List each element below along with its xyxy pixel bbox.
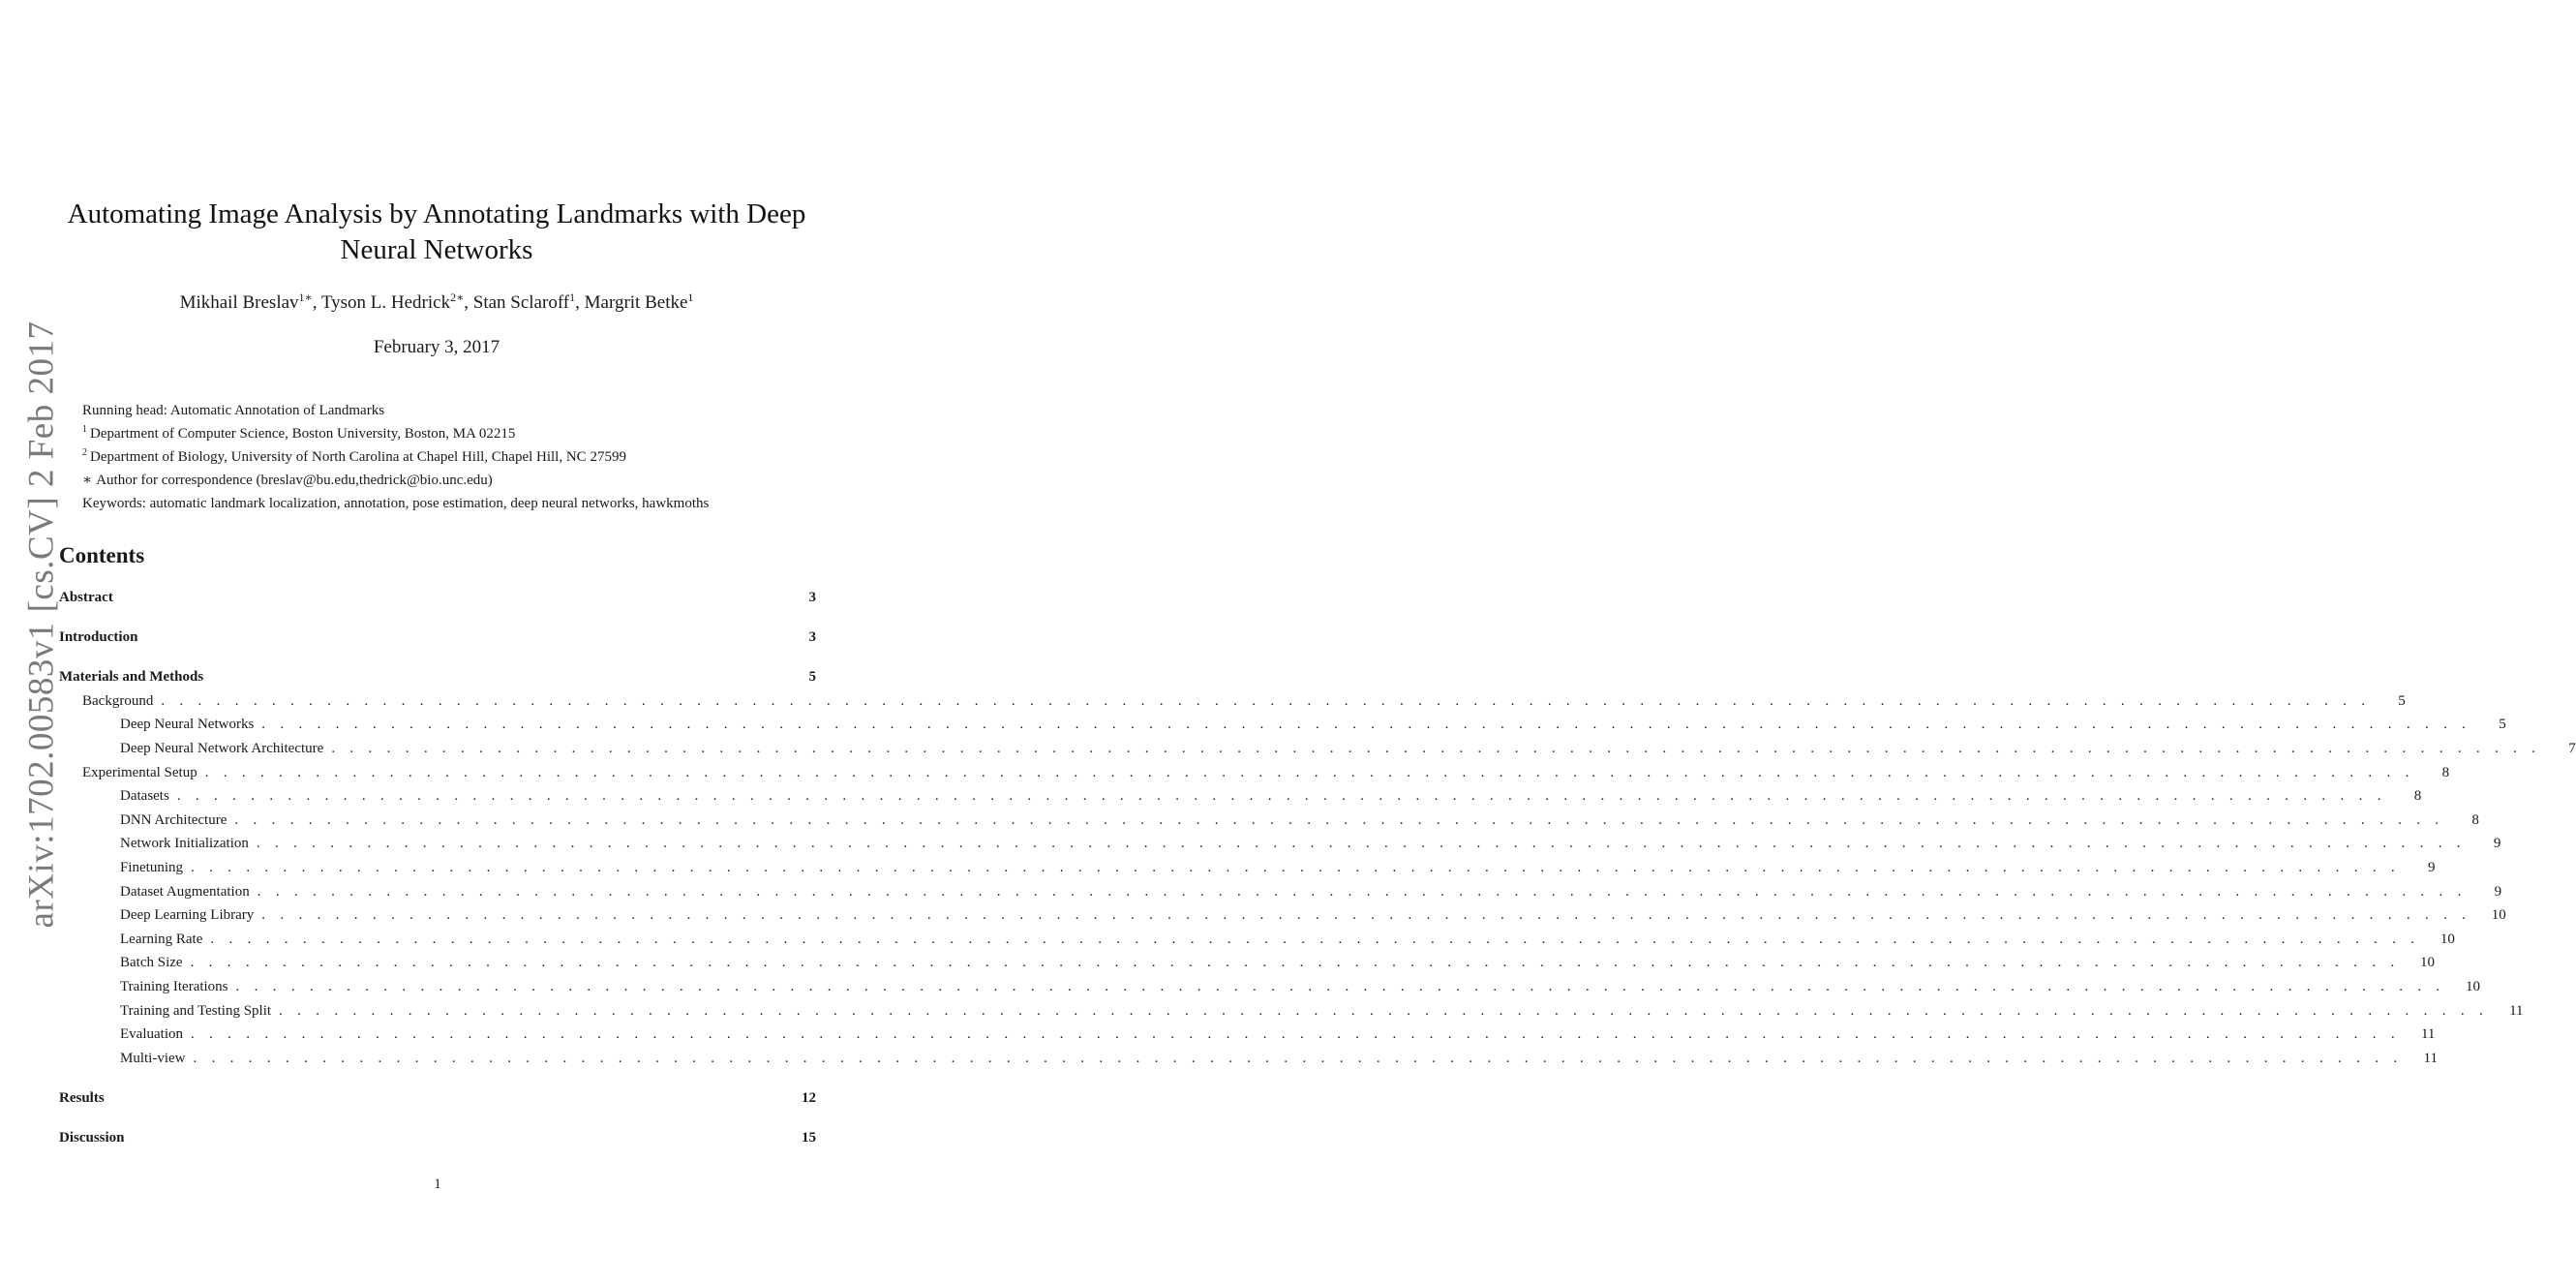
author-separator: ,	[575, 292, 585, 313]
toc-subsection-entry[interactable]	[59, 689, 2406, 714]
correspondence-text: Author for correspondence (breslav@bu.edu,thedrick@bio.unc.edu)	[96, 473, 493, 488]
toc-section-entry[interactable]	[59, 586, 816, 610]
toc-page-number: 3	[808, 590, 816, 605]
toc-page-number: 10	[2440, 931, 2455, 947]
toc-entry-label: Results	[59, 1089, 105, 1106]
toc-dot-leader: . . . . . . . . . . . . . . . . . . . . . . . . . . . . . . . . . . . . . . . . . . . . . . . . . . . . . . . . . . . . . . . . . . . . . . . . . . . . . . . . . . . . . . . . . . . . . . . . . . . . . . . . . . . . . . . . . . . . . . . .	[161, 692, 2371, 709]
toc-dot-leader: . . . . . . . . . . . . . . . . . . . . . . . . . . . . . . . . . . . . . . . . . . . . . . . . . . . . . . . . . . . . . . . . . . . . . . . . . . . . . . . . . . . . . . . . . . . . . . . . . . . . . . . . . . . . . . . . . . . . . . . .	[256, 836, 2467, 852]
author-name: Margrit Betke	[584, 292, 688, 313]
toc-entry-label: Training and Testing Split	[120, 1002, 272, 1019]
toc-dot-leader: . . . . . . . . . . . . . . . . . . . . . . . . . . . . . . . . . . . . . . . . . . . . . . . . . . . . . . . . . . . . . . . . . . . . . . . . . . . . . . . . . . . . . . . . . . . . . . . . . . . . . . . . . . . . . . . . . . . . . . . .	[261, 907, 2471, 924]
affiliation-mark: 2	[82, 447, 87, 458]
toc-subsection-entry[interactable]	[59, 1047, 2438, 1071]
toc-subsection-entry[interactable]	[59, 928, 2455, 952]
front-matter	[82, 399, 818, 515]
asterisk-mark: ∗	[82, 473, 93, 488]
toc-page-number: 10	[2420, 955, 2436, 971]
toc-page-number: 12	[802, 1089, 816, 1106]
toc-subsection-entry[interactable]	[59, 880, 2502, 904]
contents-heading: Contents	[59, 543, 145, 567]
author-name: Mikhail Breslav	[179, 292, 299, 313]
toc-dot-leader: . . . . . . . . . . . . . . . . . . . . . . . . . . . . . . . . . . . . . . . . . . . . . . . . . . . . . . . . . . . . . . . . . . . . . . . . . . . . . . . . . . . . . . . . . . . . . . . . . . . . . . . . . . . . . . . . . . . . . . . .	[191, 859, 2401, 875]
toc-page-number: 15	[802, 1129, 816, 1146]
toc-dot-leader: . . . . . . . . . . . . . . . . . . . . . . . . . . . . . . . . . . . . . . . . . . . . . . . . . . . . . . . . . . . . . . . . . . . . . . . . . . . . . . . . . . . . . . . . . . . . . . . . . . . . . . . . . . . . . . . . . . . . . . . .	[257, 883, 2468, 900]
toc-entry-label: Learning Rate	[120, 931, 203, 947]
paper-date: February 3, 2017	[373, 337, 500, 357]
toc-subsection-entry[interactable]	[59, 999, 2524, 1023]
toc-subsection-entry[interactable]	[59, 713, 2506, 737]
author-affiliation-mark: 1	[569, 290, 576, 304]
table-of-contents	[59, 586, 2576, 1149]
toc-subsection-entry[interactable]	[59, 761, 2450, 785]
author-separator: ,	[464, 292, 473, 313]
author-name: Stan Sclaroff	[472, 292, 570, 313]
toc-dot-leader: . . . . . . . . . . . . . . . . . . . . . . . . . . . . . . . . . . . . . . . . . . . . . . . . . . . . . . . . . . . . . . . . . . . . . . . . . . . . . . . . . . . . . . . . . . . . . . . . . . . . . . . . . . . . . . . . . . . . . . . .	[331, 740, 2541, 756]
toc-page-number: 9	[2493, 836, 2501, 852]
toc-page-number: 5	[808, 669, 816, 686]
toc-page-number: 8	[2471, 811, 2479, 828]
toc-entry-label: Training Iterations	[120, 978, 228, 994]
toc-subsection-entry[interactable]	[59, 856, 2436, 880]
affiliation-text: Department of Biology, University of North Carolina at Chapel Hill, Chapel Hill, NC 27599	[90, 449, 626, 465]
author-list	[58, 290, 815, 316]
toc-page-number: 11	[2509, 1002, 2524, 1019]
author-affiliation-mark: 1∗	[298, 290, 313, 304]
toc-subsection-entry[interactable]	[59, 784, 2422, 809]
toc-entry-label: Dataset Augmentation	[120, 883, 250, 900]
toc-subsection-entry[interactable]	[59, 737, 2576, 761]
toc-page-number: 11	[2423, 1050, 2438, 1066]
title-line-1: Automating Image Analysis by Annotating Landmarks with Deep	[67, 199, 806, 229]
author-affiliation-mark: 1	[687, 290, 694, 304]
affiliation-mark: 1	[82, 424, 87, 435]
toc-dot-leader: . . . . . . . . . . . . . . . . . . . . . . . . . . . . . . . . . . . . . . . . . . . . . . . . . . . . . . . . . . . . . . . . . . . . . . . . . . . . . . . . . . . . . . . . . . . . . . . . . . . . . . . . . . . . . . . . . . . . . . . .	[190, 1026, 2401, 1043]
toc-entry-label: DNN Architecture	[120, 811, 227, 828]
toc-dot-leader: . . . . . . . . . . . . . . . . . . . . . . . . . . . . . . . . . . . . . . . . . . . . . . . . . . . . . . . . . . . . . . . . . . . . . . . . . . . . . . . . . . . . . . . . . . . . . . . . . . . . . . . . . . . . . . . . . . . . . . . .	[235, 978, 2445, 994]
toc-page-number: 9	[2494, 883, 2502, 900]
toc-dot-leader: . . . . . . . . . . . . . . . . . . . . . . . . . . . . . . . . . . . . . . . . . . . . . . . . . . . . . . . . . . . . . . . . . . . . . . . . . . . . . . . . . . . . . . . . . . . . . . . . . . . . . . . . . . . . . . . . . . . . . . . .	[193, 1050, 2403, 1066]
toc-page-number: 9	[2427, 859, 2436, 875]
toc-entry-label: Discussion	[59, 1129, 125, 1146]
toc-page-number: 7	[2568, 740, 2576, 756]
toc-page-number: 3	[808, 629, 816, 646]
toc-dot-leader: . . . . . . . . . . . . . . . . . . . . . . . . . . . . . . . . . . . . . . . . . . . . . . . . . . . . . . . . . . . . . . . . . . . . . . . . . . . . . . . . . . . . . . . . . . . . . . . . . . . . . . . . . . . . . . . . . . . . . . . .	[210, 931, 2420, 947]
toc-dot-leader: . . . . . . . . . . . . . . . . . . . . . . . . . . . . . . . . . . . . . . . . . . . . . . . . . . . . . . . . . . . . . . . . . . . . . . . . . . . . . . . . . . . . . . . . . . . . . . . . . . . . . . . . . . . . . . . . . . . . . . . .	[234, 811, 2444, 828]
toc-entry-label: Materials and Methods	[59, 669, 204, 686]
toc-subsection-entry[interactable]	[59, 1023, 2436, 1047]
toc-page-number: 10	[2465, 978, 2480, 994]
toc-subsection-entry[interactable]	[59, 951, 2436, 975]
toc-entry-label: Batch Size	[120, 955, 183, 971]
paper-title	[58, 197, 815, 268]
toc-page-number: 5	[2499, 717, 2506, 733]
author-affiliation-mark: 2∗	[450, 290, 465, 304]
toc-page-number: 8	[2441, 764, 2450, 780]
affiliation-2	[82, 445, 818, 469]
toc-section-entry[interactable]	[59, 1126, 816, 1150]
toc-entry-label: Multi-view	[120, 1050, 186, 1066]
toc-subsection-entry[interactable]	[59, 809, 2479, 833]
author-separator: ,	[312, 292, 321, 313]
toc-entry-label: Deep Neural Networks	[120, 717, 255, 733]
toc-entry-label: Background	[82, 692, 154, 709]
toc-section-entry[interactable]	[59, 665, 816, 689]
toc-entry-label: Deep Neural Network Architecture	[120, 740, 324, 756]
toc-subsection-entry[interactable]	[59, 832, 2501, 856]
running-head: Running head: Automatic Annotation of Landmarks	[82, 403, 385, 418]
toc-entry-label: Experimental Setup	[82, 764, 197, 780]
keywords: Keywords: automatic landmark localization, annotation, pose estimation, deep neural networks, hawkmoths	[82, 496, 710, 511]
affiliation-text: Department of Computer Science, Boston University, Boston, MA 02215	[90, 426, 516, 442]
toc-page-number: 5	[2398, 692, 2406, 709]
page-number: 1	[434, 1176, 441, 1192]
toc-entry-label: Network Initialization	[120, 836, 249, 852]
toc-page-number: 10	[2491, 907, 2506, 924]
toc-dot-leader: . . . . . . . . . . . . . . . . . . . . . . . . . . . . . . . . . . . . . . . . . . . . . . . . . . . . . . . . . . . . . . . . . . . . . . . . . . . . . . . . . . . . . . . . . . . . . . . . . . . . . . . . . . . . . . . . . . . . . . . .	[176, 788, 2387, 805]
toc-entry-label: Evaluation	[120, 1026, 183, 1043]
toc-dot-leader: . . . . . . . . . . . . . . . . . . . . . . . . . . . . . . . . . . . . . . . . . . . . . . . . . . . . . . . . . . . . . . . . . . . . . . . . . . . . . . . . . . . . . . . . . . . . . . . . . . . . . . . . . . . . . . . . . . . . . . . .	[279, 1002, 2489, 1019]
title-line-2: Neural Networks	[340, 234, 533, 265]
toc-subsection-entry[interactable]	[59, 975, 2480, 999]
toc-section-entry[interactable]	[59, 626, 816, 650]
affiliation-1	[82, 422, 818, 445]
correspondence-note	[82, 469, 818, 492]
toc-entry-label: Introduction	[59, 629, 138, 646]
toc-section-entry[interactable]	[59, 1086, 816, 1111]
toc-dot-leader: . . . . . . . . . . . . . . . . . . . . . . . . . . . . . . . . . . . . . . . . . . . . . . . . . . . . . . . . . . . . . . . . . . . . . . . . . . . . . . . . . . . . . . . . . . . . . . . . . . . . . . . . . . . . . . . . . . . . . . . .	[261, 717, 2471, 733]
toc-dot-leader: . . . . . . . . . . . . . . . . . . . . . . . . . . . . . . . . . . . . . . . . . . . . . . . . . . . . . . . . . . . . . . . . . . . . . . . . . . . . . . . . . . . . . . . . . . . . . . . . . . . . . . . . . . . . . . . . . . . . . . . .	[190, 955, 2401, 971]
toc-page-number: 11	[2420, 1026, 2436, 1043]
toc-entry-label: Datasets	[120, 788, 169, 805]
toc-entry-label: Deep Learning Library	[120, 907, 255, 924]
toc-dot-leader: . . . . . . . . . . . . . . . . . . . . . . . . . . . . . . . . . . . . . . . . . . . . . . . . . . . . . . . . . . . . . . . . . . . . . . . . . . . . . . . . . . . . . . . . . . . . . . . . . . . . . . . . . . . . . . . . . . . . . . . .	[204, 764, 2415, 780]
author-name: Tyson L. Hedrick	[320, 292, 451, 313]
toc-entry-label: Finetuning	[120, 859, 184, 875]
toc-subsection-entry[interactable]	[59, 903, 2506, 928]
arxiv-side-stamp: arXiv:1702.00583v1 [cs.CV] 2 Feb 2017	[21, 321, 62, 929]
toc-page-number: 8	[2413, 788, 2422, 805]
toc-entry-label: Abstract	[59, 590, 113, 605]
